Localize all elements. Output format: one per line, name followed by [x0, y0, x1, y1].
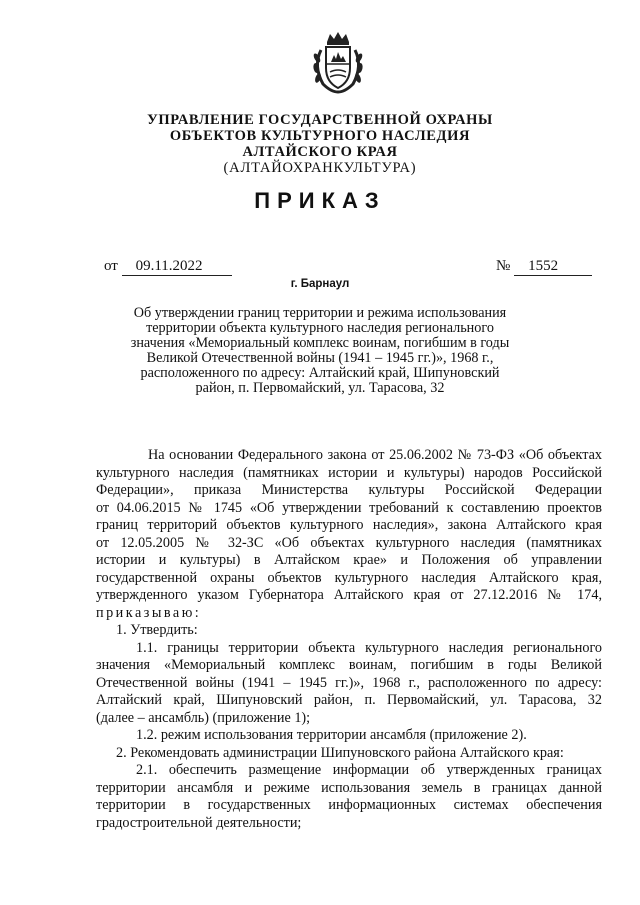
item-1-1-line: Алтайский край, Шипуновский район, п. Первомайский, ул. Тарасова, 32 — [96, 692, 602, 708]
item-2-1-line: градостроительной деятельности; — [96, 814, 302, 831]
subject-line: Великой Отечественной войны (1941 – 1945 гг.)», 1968 г., — [146, 350, 494, 366]
item-2: 2. Рекомендовать администрации Шипуновского района Алтайского края: — [116, 744, 564, 761]
item-2-1-line: территории ансамбля и режиме использования земель в границах данной — [96, 779, 602, 796]
item-1-1-line: (далее – ансамбль) (приложение 1); — [96, 709, 311, 726]
preamble-line: На основании Федерального закона от 25.06.2002 № 73-ФЗ «Об объектах — [148, 447, 602, 463]
org-line-2: ОБЪЕКТОВ КУЛЬТУРНОГО НАСЛЕДИЯ — [169, 128, 471, 144]
org-line-1: УПРАВЛЕНИЕ ГОСУДАРСТВЕННОЙ ОХРАНЫ — [147, 112, 493, 128]
date-prefix: от — [104, 258, 118, 274]
preamble-line: утвержденного указом Губернатора Алтайского края от 27.12.2016 № 174, — [96, 587, 602, 603]
org-line-4: (АЛТАЙОХРАНКУЛЬТУРА) — [223, 160, 417, 176]
order-date — [104, 258, 232, 276]
preamble-line: границ территорий объектов культурного наследия», закона Алтайского края — [96, 517, 602, 533]
order-body — [96, 447, 602, 832]
subject-line: территории объекта культурного наследия регионального — [146, 320, 494, 336]
item-1: 1. Утвердить: — [116, 622, 198, 638]
item-1-1-line: Отечественной войны (1941 – 1945 гг.)», 1968 г., расположенного по адресу: — [96, 674, 602, 691]
preamble-line: Федерации», приказа Министерства культуры Российской Федерации — [96, 482, 602, 498]
city: г. Барнаул — [290, 278, 350, 290]
item-2-1-line: 2.1. обеспечить размещение информации об утвержденных границах — [136, 762, 602, 778]
order-word: приказываю: — [96, 604, 202, 621]
order-number — [496, 258, 592, 276]
item-1-1-line: значения «Мемориальный комплекс воинам, погибшим в годы Великой — [96, 657, 602, 673]
number-value: 1552 — [514, 258, 592, 276]
number-prefix: № — [496, 258, 511, 274]
preamble-line: культурного наследия (памятниках истории и культуры) народов Российской — [96, 464, 602, 481]
coat-of-arms-icon — [303, 28, 373, 98]
date-value: 09.11.2022 — [122, 258, 232, 276]
preamble-line: от 12.05.2005 № 32-ЗС «Об объектах культурного наследия (памятниках — [96, 534, 602, 551]
item-1-2: 1.2. режим использования территории ансамбля (приложение 2). — [136, 727, 527, 743]
item-2-1-line: территории в государственных информационных системах обеспечения — [96, 797, 602, 813]
order-subject — [130, 306, 510, 396]
subject-line: расположенного по адресу: Алтайский край, Шипуновский — [140, 365, 500, 381]
subject-line: район, п. Первомайский, ул. Тарасова, 32 — [195, 380, 445, 396]
preamble-line: истории и культуры) в Алтайском крае» и Положения об управлении — [96, 552, 602, 568]
subject-line: Об утверждении границ территории и режима использования — [133, 305, 507, 321]
item-1-1-line: 1.1. границы территории объекта культурного наследия регионального — [136, 639, 602, 656]
document-type: ПРИКАЗ — [254, 188, 386, 213]
preamble-line: от 04.06.2015 № 1745 «Об утверждении требований к составлению проектов — [96, 499, 602, 516]
org-line-3: АЛТАЙСКОГО КРАЯ — [242, 144, 398, 160]
subject-line: значения «Мемориальный комплекс воинам, погибшим в годы — [130, 335, 510, 351]
organization-name — [0, 112, 640, 176]
preamble-line: государственной охраны объектов культурного наследия Алтайского края, — [96, 569, 602, 586]
